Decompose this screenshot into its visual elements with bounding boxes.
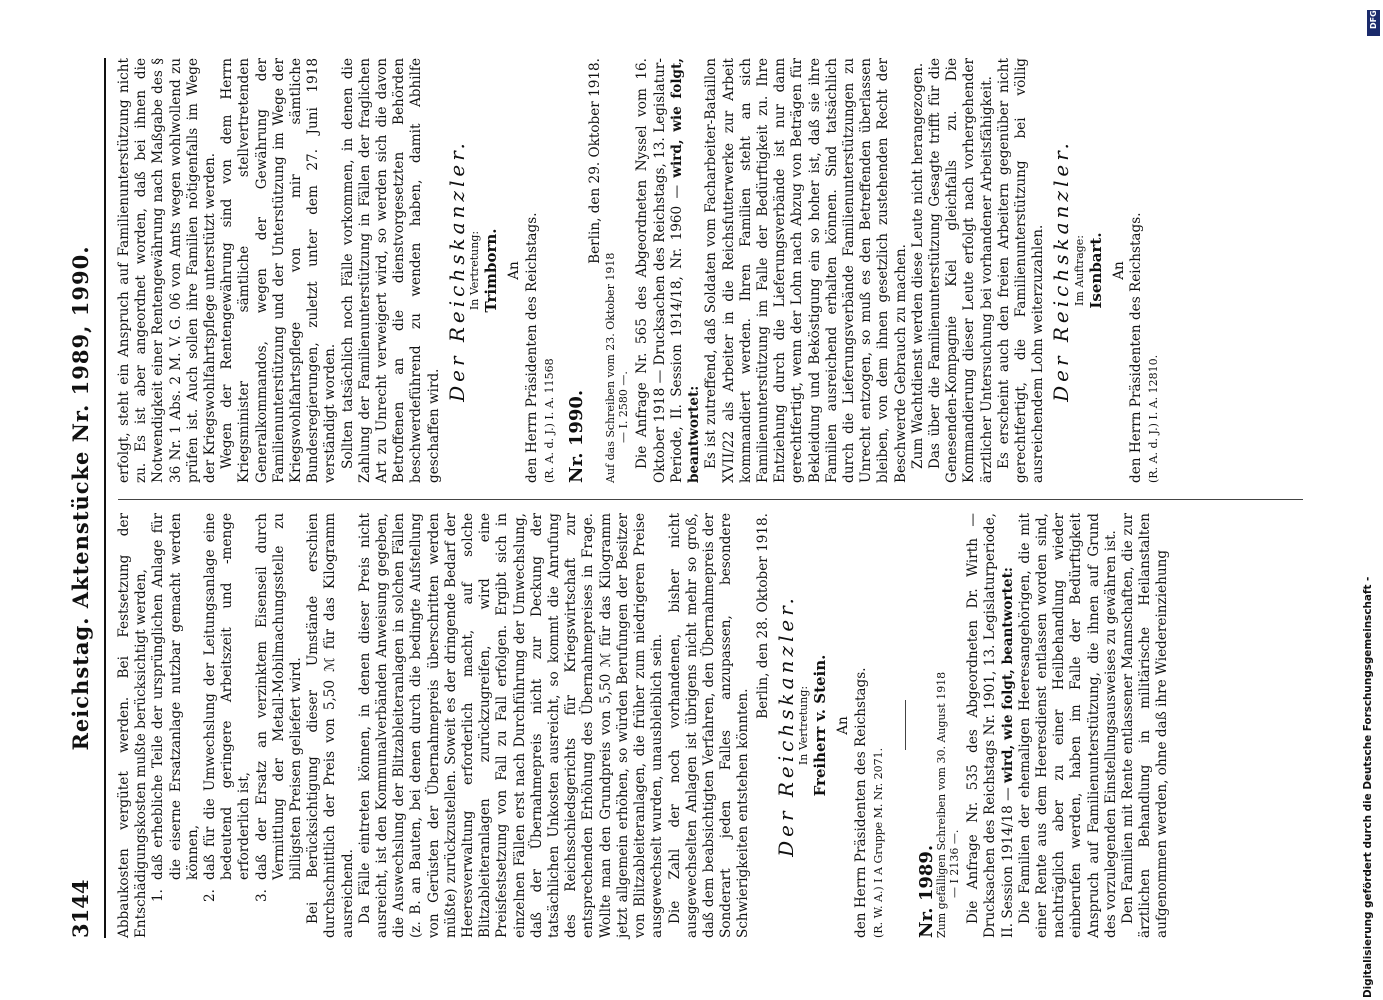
paragraph: erfolgt, steht ein Anspruch auf Familienunterstützung nicht zu. Es ist aber angeordnet worden, daß bei ihnen die Notwendigkeit einer Rentengewährung nach Maßgabe des § 36 Nr. 1 Abs. 2 M. V. G. 06 von Amts wegen wohlwollend zu prüfen ist. Auch sollen ihre Familien nötigenfalls im Wege der Kriegswohlfahrtspflege unterstützt werden.	[116, 58, 219, 483]
condition-list	[150, 513, 305, 938]
reference-line: — I. 2580 —.	[617, 371, 631, 443]
column-rule	[118, 499, 1303, 500]
page-frame	[60, 58, 1310, 938]
list-number: 2.	[202, 889, 219, 902]
list-number: 1.	[150, 889, 167, 902]
address-block	[506, 58, 558, 483]
sender: Der Reichskanzler.	[444, 139, 469, 402]
signature-block	[444, 58, 501, 483]
paragraph: Abbaukosten vergütet werden. Bei Festsetzung der Entschädigungskosten mußte berücksichtigt werden,	[116, 513, 150, 938]
list-item	[150, 513, 202, 938]
vertretung-label: In Vertretung:	[796, 685, 810, 766]
reference-line: — I 2136 —.	[948, 829, 962, 898]
address-an: An	[1110, 261, 1127, 280]
anfrage-paragraph	[634, 58, 703, 483]
signer-name: Freiherr v. Stein.	[811, 654, 830, 797]
paragraph: Es erscheint auch den freien Arbeitern gegenüber nicht gerechtfertigt, die Familienunterstützung bei völlig ausreichendem Lohn weiterzuzahlen.	[995, 58, 1047, 483]
address-an: An	[835, 716, 852, 735]
paragraph: Bei Berücksichtigung dieser Umstände erschien durchschnittlich der Preis von 5,50 ℳ für das Kilogramm ausreichend.	[305, 513, 356, 938]
recipient: den Herrn Präsidenten des Reichstags.	[523, 212, 540, 483]
anfrage-tail: wird, wie folgt, beantwortet:	[668, 58, 703, 483]
document-number: Nr. 1989.	[915, 844, 937, 938]
left-column	[116, 513, 1172, 938]
dfg-logo	[1367, 10, 1380, 36]
sender: Der Reichskanzler.	[1049, 139, 1074, 402]
file-reference: (R. A. d. J.) I. A. 12810.	[1147, 354, 1161, 483]
vertretung-label: In Vertretung:	[468, 230, 482, 311]
list-text: daß der Ersatz an verzinktem Eisenseil durch Vermittlung der Metall-Mobilmachungsstelle zu billigsten Preisen geliefert wird.	[253, 513, 305, 880]
signature-block	[773, 513, 830, 938]
file-reference: (R. W. A.) I A Gruppe M. Nr. 2071.	[871, 747, 885, 938]
paragraph: Die Zahl der noch vorhandenen, bisher nicht ausgewechselten Anlagen ist übrigens nicht mehr so groß, daß dem beabsichtigten Verfahren, den Übernahmepreis der Sonderart jeden Falles anzupassen, besondere Schwierigkeiten entstehen könnten.	[666, 513, 752, 938]
document-number: Nr. 1990.	[566, 389, 588, 483]
list-text: daß für die Umwechslung der Leitungsanlage eine bedeutend geringere Arbeitszeit und -menge erforderlich ist,	[202, 513, 253, 880]
recipient: den Herrn Präsidenten des Reichstags.	[1128, 212, 1145, 483]
funding-note-text: Digitalisierung gefördert durch die Deutsche Forschungsgemeinschaft -	[1362, 576, 1374, 998]
dfg-logo-text: DFG	[1369, 10, 1378, 29]
paragraph: Den Familien mit Rente entlassener Mannschaften, die zur ärztlichen Behandlung in militärische Heilanstalten aufgenommen werden, ohne daß ihre Wiedereinziehung	[1119, 513, 1171, 938]
funding-note	[1362, 8, 1380, 998]
running-title: Reichstag. Aktenstücke Nr. 1989, 1990.	[68, 245, 93, 751]
anfrage-tail: wird, wie folgt, beantwortet:	[999, 567, 1016, 783]
paragraph: Es ist zutreffend, daß Soldaten vom Facharbeiter-Bataillon XVII/22 als Arbeiter in die Reichsfutterwerke zur Arbeit kommandiert werden. Ihren Familien steht an sich Familienunterstützung im Falle der Bedürftigkeit zu. Ihre Entziehung durch die Lieferungsverbände ist nur dann gerechtfertigt, wenn der Lohn nach Abzug von Beträgen für Bekleidung und Beköstigung ein so hoher ist, daß sie ihre Familien ausreichend erhalten können. Sind tatsächlich durch die Lieferungsverbände Familienunterstützungen zu Unrecht entzogen, so muß es den Betreffenden überlassen bleiben, von dem ihnen gesetzlich zustehenden Recht der Beschwerde Gebrauch zu machen.	[703, 58, 909, 483]
recipient: den Herrn Präsidenten des Reichstags.	[852, 667, 869, 938]
page-number: 3144	[68, 879, 93, 938]
anfrage-lead: Die Anfrage Nr. 535 des Abgeordneten Dr. Wirth — Drucksachen des Reichstags Nr. 1901, 13. Legislaturperiode, II. Session 1914/18 —	[965, 513, 1016, 938]
paragraph: Die Familien der ehemaligen Heeresangehörigen, die mit einer Rente aus dem Heeresdienst entlassen worden sind, nachträglich aber zu einer Heilbehandlung wieder einberufen werden, haben im Falle der Bedürftigkeit Anspruch auf Familienunterstützung, die ihnen auf Grund des vorzulegenden Einstellungsausweises zu gewähren ist.	[1016, 513, 1119, 938]
file-reference: (R. A. d. J.) I. A. 11568	[542, 358, 556, 483]
list-text: daß erhebliche Teile der ursprünglichen Anlage für die eiserne Ersatzanlage nutzbar gemacht werden können,	[150, 513, 201, 880]
list-item	[202, 513, 254, 938]
anfrage-lead: Die Anfrage Nr. 565 des Abgeordneten Nyssel vom 16. Oktober 1918 — Drucksachen des Reichstags, 13. Legislatur-Periode, II. Session 1914/18, Nr. 1960 —	[634, 58, 685, 483]
paragraph: Das über die Familienunterstützung Gesagte trifft für die Genesenden-Kompagnie Kiel gleichfalls zu. Die Kommandierung dieser Leute erfolgt nach vorhergehender ärztlicher Untersuchung bei vorhandener Arbeitsfähigkeit.	[926, 58, 995, 483]
right-column	[116, 58, 1163, 483]
reference-line: Zum gefälligen Schreiben vom 30. August 1918	[935, 671, 949, 938]
paragraph: Zum Wachtdienst werden diese Leute nicht herangezogen.	[909, 62, 926, 469]
list-number: 3.	[253, 889, 270, 902]
dateline: Berlin, den 29. Oktober 1918.	[587, 58, 604, 264]
separator	[905, 701, 906, 751]
anfrage-paragraph	[965, 513, 1017, 938]
signer-name: Trimborn.	[482, 228, 501, 313]
paragraph: Wegen der Rentengewährung sind von dem Herrn Kriegsminister sämtliche stellvertretenden Generalkommandos, wegen der Gewährung der Familienunterstützung und der Unterstützung im Wege der Kriegswohlfahrtspflege von mir sämtliche Bundesregierungen, zuletzt unter dem 27. Juni 1918 verständigt worden.	[219, 58, 339, 483]
auftrag-label: Im Auftrage:	[1072, 235, 1086, 306]
address-block	[1111, 58, 1163, 483]
reference-line: Auf das Schreiben vom 23. Oktober 1918	[604, 252, 618, 483]
address-an: An	[506, 261, 523, 280]
paragraph: Sollten tatsächlich noch Fälle vorkommen, in denen die Zahlung der Familienunterstützung in Fällen der fraglichen Art zu Unrecht verweigert wird, so werden sich die davon Betroffenen an die dienstvorgesetzten Behörden beschwerdeführend zu wenden haben, damit Abhilfe geschaffen wird.	[339, 58, 442, 483]
paragraph: Da Fälle eintreten können, in denen dieser Preis nicht ausreicht, ist den Kommunalverbänden Anweisung gegeben, die Auswechslung der Blitzableiteranlagen in solchen Fällen (z. B. an Bauten, bei denen durch die bedingte Aufstellung von Gerüsten der Übernahmepreis überschritten werden müßte) zurückzustellen. Soweit es der dringende Bedarf der Heeresverwaltung erforderlich macht, auf solche Blitzableiteranlagen zurückzugreifen, wird eine Preisfestsetzung von Fall zu Fall erfolgen. Ergibt sich in einzelnen Fällen erst nach Durchführung der Umwechslung, daß der Übernahmepreis nicht zur Deckung der tatsächlichen Unkosten ausreicht, so kommt die Anrufung des Reichsschiedsgerichts für Kriegswirtschaft zur entsprechenden Erhöhung des Übernahmepreises in Frage. Wollte man den Grundpreis von 5,50 ℳ für das Kilogramm jetzt allgemein erhöhen, so würden Berufungen der Besitzer von Blitzableiteranlagen, die früher zum niedrigeren Preise ausgewechselt wurden, unausbleiblich sein.	[356, 513, 666, 938]
sender: Der Reichskanzler.	[773, 594, 798, 857]
list-item	[254, 513, 306, 938]
dateline: Berlin, den 28. Oktober 1918.	[754, 513, 771, 719]
running-header	[60, 58, 106, 938]
signer-name: Isenbart.	[1086, 232, 1105, 309]
address-block	[835, 513, 887, 938]
signature-block	[1049, 58, 1105, 483]
